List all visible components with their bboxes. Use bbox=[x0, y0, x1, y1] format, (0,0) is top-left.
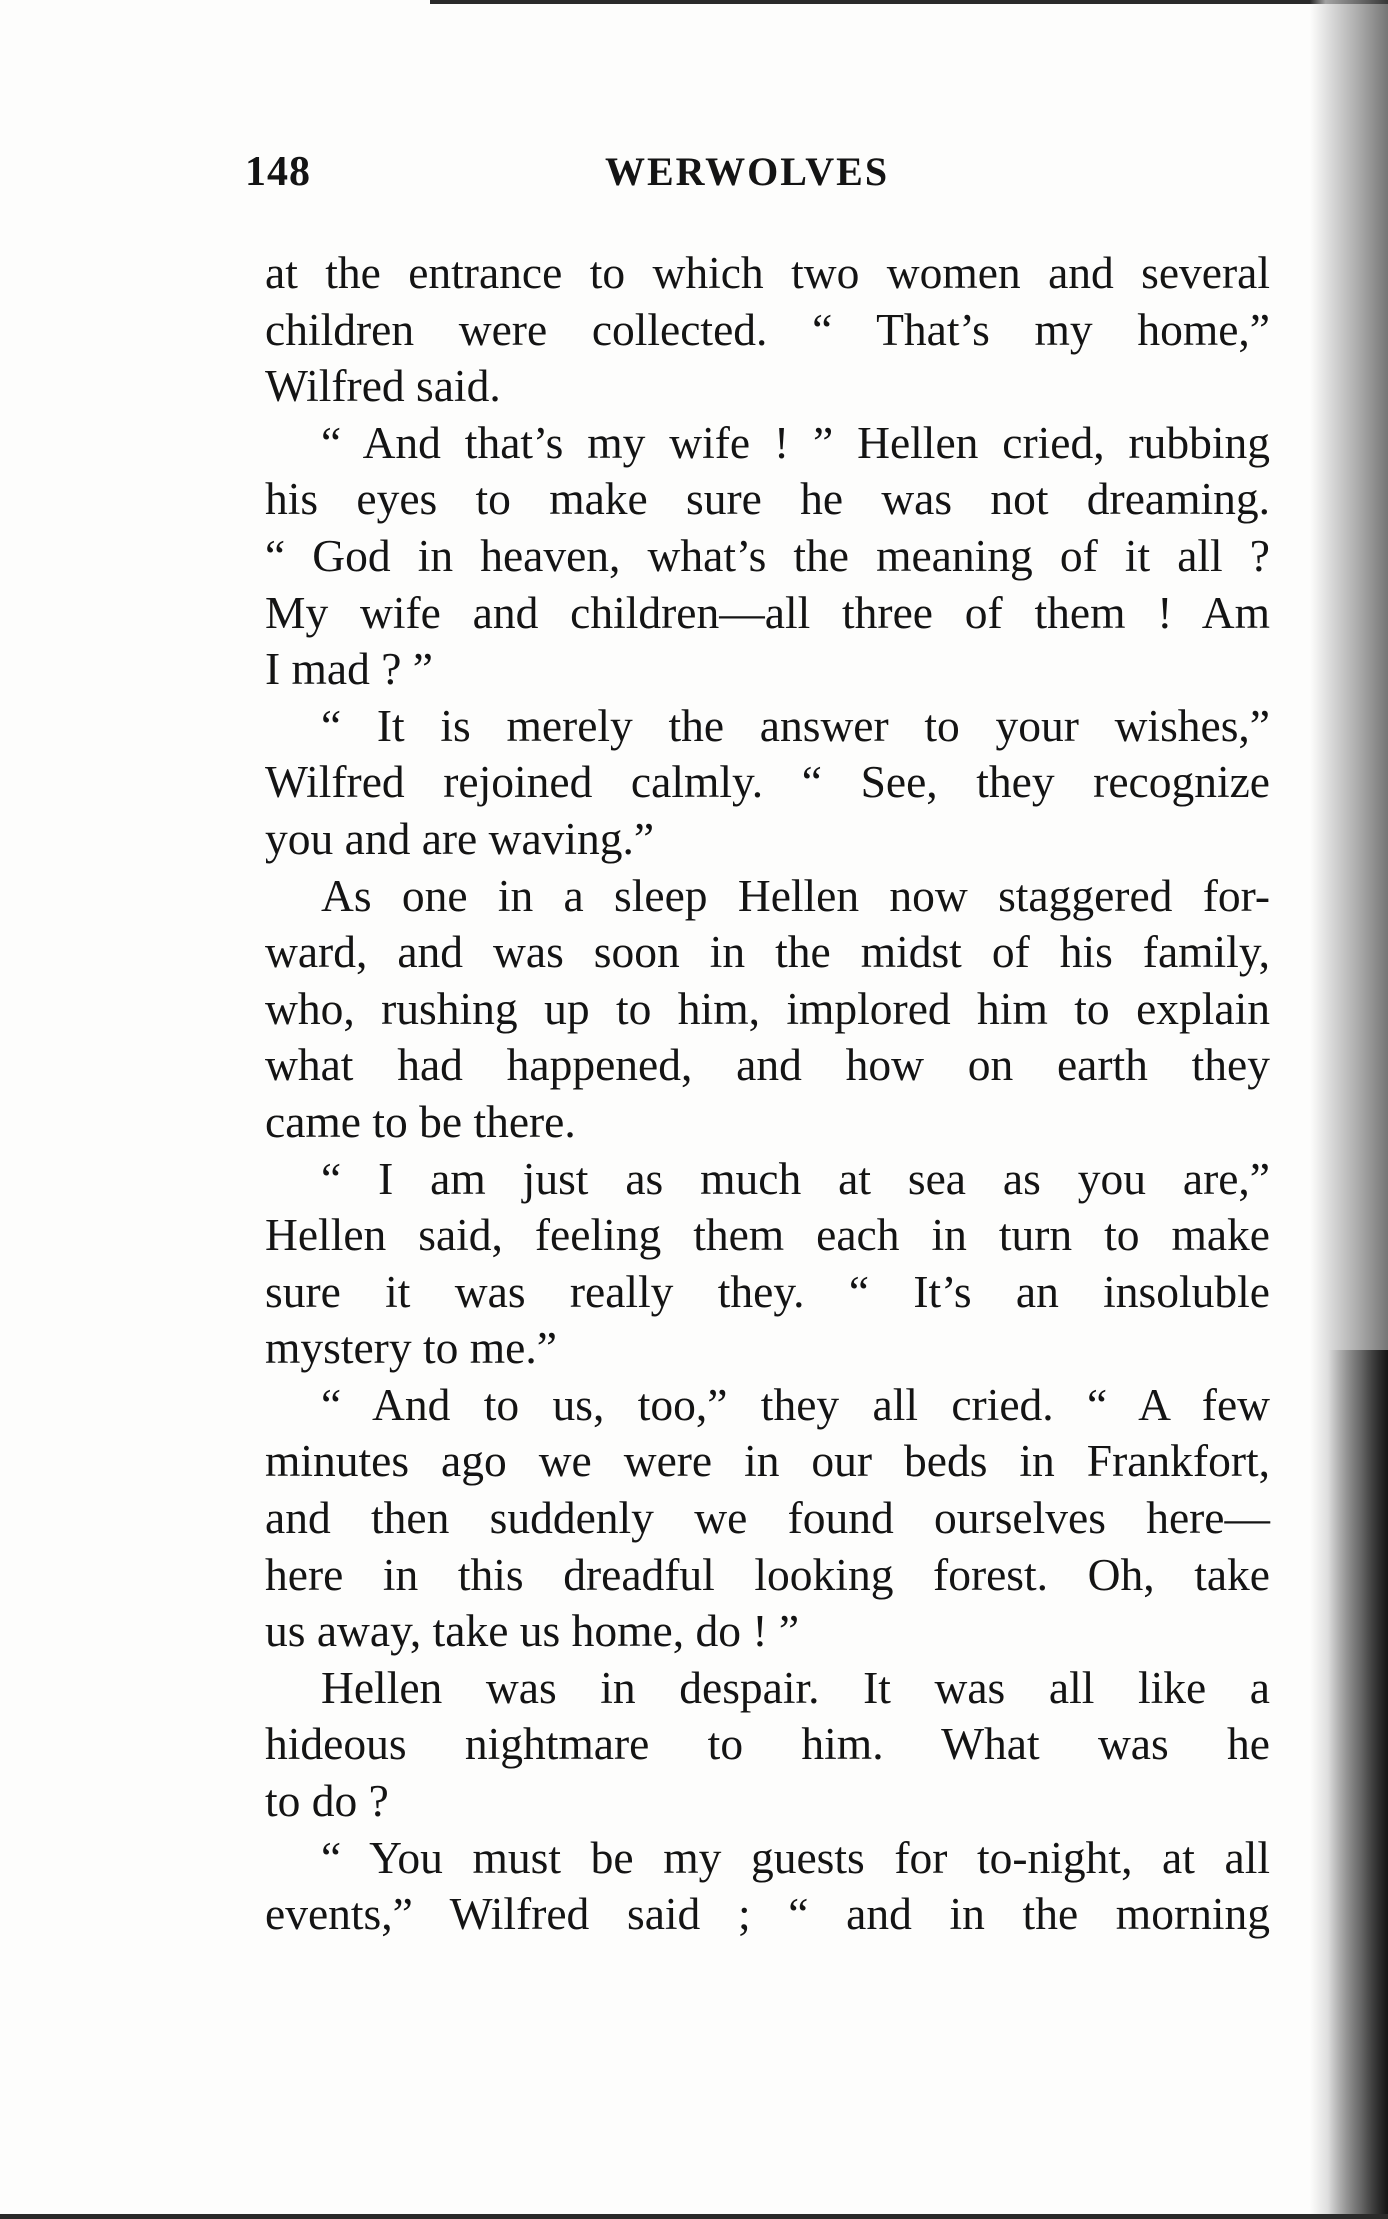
text-line: you and are waving.” bbox=[265, 812, 655, 864]
text-line: to do ? bbox=[265, 1775, 389, 1827]
text-line: what had happened, and how on earth they bbox=[265, 1039, 1270, 1091]
text-line: Wilfred said. bbox=[265, 360, 501, 412]
text-line: “ God in heaven, what’s the meaning of it all ? bbox=[265, 529, 1270, 581]
text-line: his eyes to make sure he was not dreaming. bbox=[265, 473, 1270, 525]
text-line: sure it was really they. “ It’s an insoluble bbox=[265, 1265, 1270, 1317]
text-line: mystery to me.” bbox=[265, 1322, 557, 1374]
text-line: here in this dreadful looking forest. Oh, take bbox=[265, 1548, 1270, 1600]
text-line: us away, take us home, do ! ” bbox=[265, 1605, 800, 1657]
text-line: Wilfred rejoined calmly. “ See, they recognize bbox=[265, 756, 1270, 808]
text-line: My wife and children—all three of them ! Am bbox=[265, 586, 1270, 638]
text-line: and then suddenly we found ourselves here— bbox=[265, 1492, 1270, 1544]
text-line: “ It is merely the answer to your wishes,” bbox=[321, 699, 1270, 751]
text-line: events,” Wilfred said ; “ and in the morning bbox=[265, 1888, 1270, 1940]
text-line: “ And that’s my wife ! ” Hellen cried, rubbing bbox=[321, 416, 1270, 468]
page-edge-dark-shadow bbox=[1328, 1350, 1388, 2219]
text-line: I mad ? ” bbox=[265, 643, 434, 695]
top-edge-rule bbox=[430, 0, 1388, 4]
running-head: WERWOLVES bbox=[605, 149, 890, 194]
text-line: “ You must be my guests for to-night, at all bbox=[321, 1831, 1270, 1883]
body-text bbox=[265, 245, 1270, 1943]
text-line: “ And to us, too,” they all cried. “ A few bbox=[321, 1378, 1270, 1430]
text-line: who, rushing up to him, implored him to explain bbox=[265, 982, 1270, 1034]
page-header bbox=[245, 148, 1275, 208]
text-line: minutes ago we were in our beds in Frankfort, bbox=[265, 1435, 1270, 1487]
text-line: Hellen said, feeling them each in turn to make bbox=[265, 1209, 1270, 1261]
text-line: As one in a sleep Hellen now staggered for- bbox=[321, 869, 1270, 921]
text-line: ward, and was soon in the midst of his family, bbox=[265, 926, 1270, 978]
text-line: Hellen was in despair. It was all like a bbox=[321, 1661, 1270, 1713]
bottom-edge-rule bbox=[0, 2214, 1388, 2219]
text-line: hideous nightmare to him. What was he bbox=[265, 1718, 1270, 1770]
page-number: 148 bbox=[245, 149, 311, 195]
text-line: children were collected. “ That’s my home,” bbox=[265, 303, 1270, 355]
text-line: came to be there. bbox=[265, 1095, 576, 1147]
text-line: “ I am just as much at sea as you are,” bbox=[321, 1152, 1270, 1204]
text-line: at the entrance to which two women and several bbox=[265, 247, 1270, 298]
